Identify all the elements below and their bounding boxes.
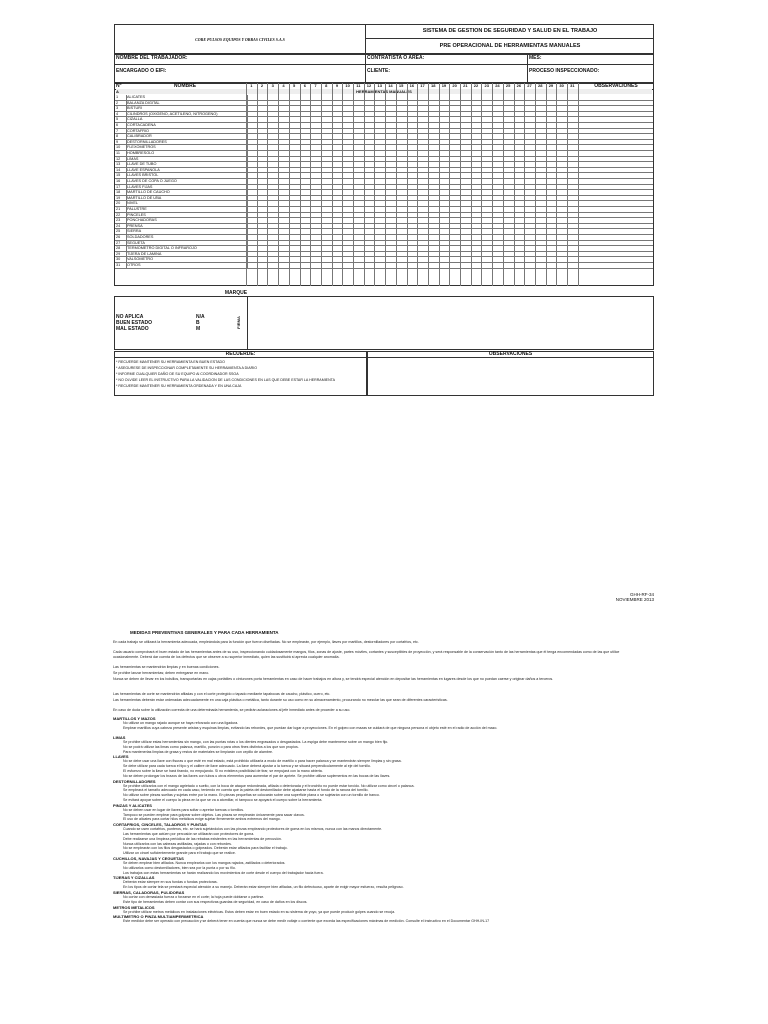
legend-buen: BUEN ESTADO xyxy=(116,320,153,326)
measure-line: En los tipos de cortar tela se prestará especial atención a su manejo. Deberán estar siempre bien afiladas, un filo defectuoso, aparte de exigir mayor esfuerzo, resulta peligroso. xyxy=(123,885,404,890)
day-column-header: 5 xyxy=(293,83,296,88)
row-number: 25 xyxy=(115,229,127,234)
doc-date: NOVIEMBRE 2013 xyxy=(615,597,654,602)
measure-paragraph: Las herramientas de corte se mantendrán afiladas y con el corte protegido o tapado mediante tapabocas de caucho, plástico, cuero, etc. xyxy=(113,692,331,696)
legend-b-code: B xyxy=(196,320,200,326)
measure-line: Se evitará apoyar sobre el cuerpo la pieza en la que se va a atornillar, ni tampoco se apoyará el cuerpo sobre la herramienta. xyxy=(123,798,323,802)
measure-line: No utilizar sobre piezas sueltas y sujetas entre por la mano. En piezas pequeñas se colocarán sobre una superficie plana o se sujetarán con un tornillo de banco. xyxy=(123,793,380,798)
measure-section-title: TIJERAS Y CIZALLAS xyxy=(113,875,155,881)
day-column-header: 12 xyxy=(366,83,372,88)
measure-paragraph: Nunca se deben de llevar en los bolsillos, transportarlas en cajas portátiles o cinturones porta herramientas en caso de hacer trabajos en altura y, se tendrá especial atención en depositar las herramientas en lugares desde los que no puedan caerse y originar daños a terceros. xyxy=(113,677,554,681)
row-number: 7 xyxy=(115,129,127,134)
day-column-header: 1 xyxy=(250,83,253,88)
day-column-header: 31 xyxy=(570,83,575,88)
measure-section-title: SIERRAS, CALADORAS, PULIDORAS xyxy=(113,890,185,895)
tool-name: HOMBRESOLO xyxy=(126,151,248,156)
doc-code: GHH-RF-34 xyxy=(629,592,654,597)
row-number: 3 xyxy=(115,106,127,111)
row-number: 5 xyxy=(115,117,127,122)
row-number: 21 xyxy=(115,207,127,212)
day-column-header: 24 xyxy=(495,83,500,88)
legend-no-aplica: NO APLICA xyxy=(116,314,144,320)
measure-line: Emplear martillos cuya cabeza presente aristas y esquinas limpias, evitando las rebordes, que puedan dar lugar a proyecciones. En el golpeo con mazas se cuidará de que ninguna persona ni objeto esté en el radio de acción del mazo. xyxy=(123,725,498,730)
day-column-header: 4 xyxy=(282,83,285,88)
measure-paragraph: Se prohibe lanzar herramientas; deben entregarse en mano. xyxy=(113,671,210,675)
supervisor-field[interactable]: ENCARGADO O EIFI: xyxy=(116,68,167,74)
day-column-header: 17 xyxy=(420,83,425,88)
col-name-header: NOMBRE xyxy=(173,83,197,89)
day-column-header: 18 xyxy=(431,83,436,88)
legend-box xyxy=(114,296,654,350)
day-column-header: 28 xyxy=(538,83,543,88)
measure-line: Este tipo de herramientas deben contar con sus respectivas guardas de seguridad, en caso de daños en los discos. xyxy=(123,899,308,904)
reminder-item: * RECUERDE MANTENER SU HERRAMIENTA EN BUEN ESTADO xyxy=(116,360,225,364)
measure-line: Se empleará el tamaño adecuado en cada caso, teniendo en cuenta que la paleta del destornillador debe ajustarse hasta el fondo de la ranura del tornillo. xyxy=(123,788,369,793)
measure-section-title: PINZAS Y ALICATES xyxy=(113,802,152,808)
measure-section-title: MARTILLOS Y MAZOS xyxy=(113,716,156,721)
row-number: 29 xyxy=(115,252,127,257)
row-number: 10 xyxy=(115,145,127,150)
measure-paragraph: En caso de duda sobre la utilización correcta de una determinada herramienta, se pedirán aclaraciones al jefe inmediato antes de proceder a su uso. xyxy=(113,708,351,712)
measure-line: No se podrá utilizar las limas como palanca, martillo, punzón o para otros fines distintos a los que son propios. xyxy=(123,744,299,749)
tool-name: CILINDROS (OXIGENO, ACETILENO, NITROGENO) xyxy=(126,112,248,117)
day-column-header: 26 xyxy=(516,83,522,88)
tool-name: CIZALLA xyxy=(126,117,248,122)
tool-name: LIMAS xyxy=(126,157,248,162)
tool-name: ALICATES xyxy=(126,95,248,100)
col-obs-header: OBSERVACIONES xyxy=(594,83,638,89)
row-number: 22 xyxy=(115,213,127,218)
reminder-item: * INFORME CUALQUIER DAÑO DE SU EQUIPO Al COORDINADOR SSOA xyxy=(116,372,239,376)
measure-line: No utilizar un mango rajado aunque se haya reforzado con una ligadura. xyxy=(123,721,239,725)
row-number: 18 xyxy=(115,190,127,195)
row-number: 14 xyxy=(115,168,127,173)
row-number: 2 xyxy=(115,101,127,106)
measure-line: Nunca utilizarlos con las cabezas astilladas, rajadas o con rebordes. xyxy=(123,841,232,846)
measure-section-title: METROS METALICOS xyxy=(113,904,155,910)
form-title: PRE OPERACIONAL DE HERRAMIENTAS MANUALES xyxy=(439,43,581,49)
tool-name: SIERRA xyxy=(126,229,248,234)
day-column-header: 27 xyxy=(527,83,532,88)
tools-subheader: HERRAMIENTAS MANUALES xyxy=(116,89,652,94)
tool-name: LLAVE ESPANOLA xyxy=(126,168,248,173)
measure-section-title: CUCHILLOS, NAVAJAS Y CEGUETAS xyxy=(113,856,184,861)
day-column-header: 3 xyxy=(271,83,274,88)
tool-name: NIVEL xyxy=(126,201,248,206)
row-number: 1 xyxy=(115,95,127,100)
measure-paragraph: En cada trabajo se utilizará la herramienta adecuada, empleándola para la función que fueron diseñadas. No se emplearán, por ejemplo, llaves por martillos, destornilladores por cortafrios, etc. xyxy=(113,640,419,644)
day-column-header: 20 xyxy=(452,83,457,88)
legend-mal: MAL ESTADO xyxy=(116,326,149,332)
legend-na-code: N/A xyxy=(196,314,205,320)
row-number: 8 xyxy=(115,134,127,139)
tool-name: LLAVE DE TUBO xyxy=(126,162,248,167)
day-column-header: 25 xyxy=(505,83,511,88)
row-number: 4 xyxy=(115,112,127,117)
legend-m-code: M xyxy=(196,326,201,332)
tool-name: SOLDADORES xyxy=(126,235,248,240)
measure-section-title: MULTIMETRO O PINZA MULTIAMPERIMETRICA xyxy=(113,914,204,920)
tool-name: FLEXOMETROS xyxy=(126,145,248,150)
day-column-header: 9 xyxy=(335,83,339,88)
measure-line: Este medidor debe ser operado con precaución y se deberá tener en cuenta que nunca se debe medir voltaje o corriente que exceda las especificaciones máximas de medición. Consulte el instructivo en el Documentar GHH-IN-17 xyxy=(123,919,490,924)
client-field[interactable]: CLIENTE: xyxy=(367,68,391,74)
measure-section-title: LIMAS xyxy=(113,735,126,740)
observaciones-title: OBSERVACIONES xyxy=(367,351,654,358)
tool-name: BALANZA DIGITAL xyxy=(126,101,248,106)
tool-name: OTROS xyxy=(126,263,248,268)
measure-line: Debe realizarse una limpieza periódica de las rebabas existentes en las herramientas de percusión. xyxy=(123,836,282,841)
tool-name: LLAVES FIJAS xyxy=(126,185,248,190)
info-divider xyxy=(114,64,654,65)
measure-line: Se deben emplear bien afilados. Nunca emplearlos con los mangos rajados, astillados o deteriorados. xyxy=(123,861,286,865)
subheader-a: A xyxy=(116,89,119,94)
tool-name: CORTACADENA xyxy=(126,123,248,128)
row-number: 24 xyxy=(115,224,127,229)
row-number: 30 xyxy=(115,257,127,262)
measure-line: No utilizarlos como destornilladores, bien sea por la punta o por su filo. xyxy=(123,865,236,870)
row-number: 28 xyxy=(115,246,127,251)
mark-label: MARQUE xyxy=(224,290,248,296)
tool-name: MARTILLO DE UÑA xyxy=(126,196,248,201)
reminder-item: * NO OLVIDE LEER EL INSTRUCTIVO PARA LA VALIDACION DE LAS CONDICIONES EN LAS QUE DEBE ESTAR LA HERRAMIENTA xyxy=(116,378,336,382)
measure-line: No se deben prolongar los brazos de las llaves con tubos u otros elementos para aumentar el par de apriete. Se prohibe utilizar suplementos en las bocas de las llaves. xyxy=(123,773,391,778)
row-number: 19 xyxy=(115,196,127,201)
day-column-header: 10 xyxy=(345,83,350,88)
measure-line: Cuando se usen cortafrios, punteros, etc. se hará sujetándolos con las pinzas empleando protectores de goma en los mismos, nunca con las manos directamente. xyxy=(123,827,383,832)
reminders-list xyxy=(116,359,365,389)
info-vline-2 xyxy=(527,54,528,83)
measure-line: No se debe usar una llave con fisuras o que esté en mal estado, está prohibido utilizarla a modo de martillo o para hacer palanca y se mantendrán siempre limpias y sin grasa. xyxy=(123,759,402,764)
tool-name: BISTURI xyxy=(126,106,248,111)
table-row[interactable] xyxy=(115,263,653,269)
measure-line: El uso de alicates para cortar hilos metálicos exige sujetar firmemente ambos extremos del mango. xyxy=(123,817,281,822)
info-vline-1 xyxy=(365,54,366,83)
measure-line: Se prohibe utilizar estas herramientas sin mango, con las puntas rotas o los dientes engrasados o desgastados. La espiga debe mantenerse sobre un mango bien fijo. xyxy=(123,740,389,744)
day-column-header: 2 xyxy=(260,83,264,88)
tool-name: PINCELES xyxy=(126,213,248,218)
worker-field[interactable]: NOMBRE DEL TRABAJADOR: xyxy=(116,55,188,61)
day-column-header: 13 xyxy=(377,83,382,88)
reminder-item: * ASEGURESE DE INSPECCIONAR COMPLETAMENTE SU HERRAMIENTA A DIARIO xyxy=(116,366,258,370)
tool-name: PALUSTRE xyxy=(126,207,248,212)
row-number: 17 xyxy=(115,185,127,190)
tool-name: SEGUETA xyxy=(126,241,248,246)
row-number: 31 xyxy=(115,263,127,268)
row-number: 26 xyxy=(115,235,127,240)
tool-name: VALSOMETRO xyxy=(126,257,248,262)
measure-paragraph: Las herramientas se mantendrán limpias y en buenas condiciones. xyxy=(113,665,220,669)
recuerde-title: RECUERDE: xyxy=(114,351,367,358)
measure-line: No se emplearán con los filos desgastados o golpeados. Deberán estar afilados para facilitar el trabajo. xyxy=(123,846,288,851)
measure-line: El esfuerzo sobre la llave se hará tirando, no empujando. Si no existiera posibilidad de tirar, se empujará con la mano abierta. xyxy=(123,769,323,773)
measure-line: Las herramientas que actúen por percusión se utilizarán con protectores de goma. xyxy=(123,832,255,836)
day-column-header: 23 xyxy=(484,83,489,88)
row-number: 12 xyxy=(115,157,127,162)
day-column-header: 22 xyxy=(473,83,479,88)
day-column-header: 11 xyxy=(356,83,361,88)
tool-name: TERMOMETRO DIGITAL O INFRAROJO xyxy=(126,246,248,251)
measure-line: No se deben usar en lugar de llaves para soltar o apretar tuercas o tornillos. xyxy=(123,807,245,812)
header-divider xyxy=(366,38,654,39)
measure-line: Se prohibe utilizarlos con el mango agrietado o suelto, con la boca de ataque redondeada, afilada o deteriorada y el tronchito no puede estar torcido. No utilizar como cincel o palanca. xyxy=(123,783,415,788)
tool-name: PONCHADORAS xyxy=(126,218,248,223)
row-number: 9 xyxy=(115,140,127,145)
measure-section-title: DESTORNILLADORES xyxy=(113,778,156,784)
measures-title: MEDIDAS PREVENTIVAS GENERALES Y PARA CADA HERRAMIENTA xyxy=(130,630,279,635)
row-number: 13 xyxy=(115,162,127,167)
measure-line: Deberán estar siempre en sus fundas o fundas protectoras. xyxy=(123,880,218,885)
legend-vline xyxy=(247,296,248,350)
process-field[interactable]: PROCESO INSPECCIONADO: xyxy=(529,68,600,74)
tool-name: CORTAFRIO xyxy=(126,129,248,134)
month-field[interactable]: MES: xyxy=(529,55,542,61)
day-column-header: 14 xyxy=(388,83,393,88)
day-column-header: 6 xyxy=(303,83,306,88)
day-column-header: 15 xyxy=(398,83,404,88)
contractor-field[interactable]: CONTRATISTA O AREA: xyxy=(367,55,425,61)
measure-line: Utilizar un cincel suficientemente grande para el trabajo que se realice. xyxy=(123,851,236,856)
measure-line: Se prohibe utilizar metros metálicos en instalaciones eléctricas. Estos deben estar en buen estado en su sistema de yoyo, ya que puede producir golpes cuando se recoja. xyxy=(123,909,396,914)
measure-section-title: LLAVES xyxy=(113,754,129,760)
tool-name: DESTORNILLADORES xyxy=(126,140,248,145)
day-column-header: 16 xyxy=(409,83,415,88)
day-column-header: 7 xyxy=(314,83,317,88)
measure-line: Tampoco se pueden emplear para golpear sobre objetos. Las pinzas se emplearán únicamente para sacar clavos. xyxy=(123,812,305,817)
company-name: CORE PULSOS EQUIPOS Y OBRAS CIVILES S.A.S xyxy=(195,37,285,42)
tool-name: PRENSA xyxy=(126,224,248,229)
measure-paragraph: Las herramientas deberán estar ordenadas adecuadamente en una caja plástica o metálica, tanto durante su uso como en su almacenamiento, procurando no mezclar las que sean de diferentes características. xyxy=(113,698,448,702)
tool-name: CALIBRADOR xyxy=(126,134,248,139)
row-number: 16 xyxy=(115,179,127,184)
measure-line: No cortar con demasiada fuerza o forzarse en el corte; la hoja puede doblarse o partirse. xyxy=(123,895,265,899)
day-column-header: 8 xyxy=(325,83,328,88)
row-number: 27 xyxy=(115,241,127,246)
day-column-header: 19 xyxy=(441,83,447,88)
row-number: 20 xyxy=(115,201,127,206)
reminder-item: * RECUERDE MANTENER SU HERRAMIENTA ORDENADA Y EN UNA CAJA xyxy=(116,384,242,388)
tool-name: LLAVES BRISTOL xyxy=(126,173,248,178)
measure-section-title: CORTAFRIOS, CINCELES, TALADROS Y PUNTAS xyxy=(113,822,207,828)
measure-line: Se debe utilizar para cada tuerca el tipo y el calibre de llave adecuado. La llave deberá ajustar a la tuerca y se situará perpendicularmente al eje del tornillo. xyxy=(123,764,371,769)
row-number: 6 xyxy=(115,123,127,128)
tool-name: MARTILLO DE CAUCHO xyxy=(126,190,248,195)
measure-line: Para mantenerlas limpias de grasa y restos de materiales se limpiarán con cepillo de alambre. xyxy=(123,749,274,754)
tool-name: LLAVES DE COPA O JUEGO xyxy=(126,179,248,184)
tool-name: TIJERA DE LAMINA xyxy=(126,252,248,257)
day-column-header: 29 xyxy=(548,83,554,88)
row-number: 23 xyxy=(115,218,127,223)
row-number: 15 xyxy=(115,173,127,178)
day-column-header: 21 xyxy=(463,83,468,88)
measure-paragraph: Cada usuario comprobará el buen estado de las herramientas antes de su uso, inspeccionando cuidadosamente mangos, filos, zonas de ajuste, partes móviles, cortantes y susceptibles de proyección, y será responsable de la conservación tanto de las herramientas que él tenga encomendadas como de las que utilice ocasionalmente. Deberá dar cuenta de los defectos que se observe a su superior inmediato, quien las sustituirá si aprecia cualquier anomalía. xyxy=(113,650,620,659)
system-title: SISTEMA DE GESTION DE SEGURIDAD Y SALUD EN EL TRABAJO xyxy=(422,28,598,34)
row-number: 11 xyxy=(115,151,127,156)
day-column-header: 30 xyxy=(559,83,564,88)
measure-line: Los trabajos con estas herramientas se harán realizando los movimientos de corte desde el cuerpo del trabajador hacia fuera. xyxy=(123,870,324,875)
firma-label: FIRMA xyxy=(235,316,241,329)
col-no-header: N° xyxy=(116,83,122,89)
